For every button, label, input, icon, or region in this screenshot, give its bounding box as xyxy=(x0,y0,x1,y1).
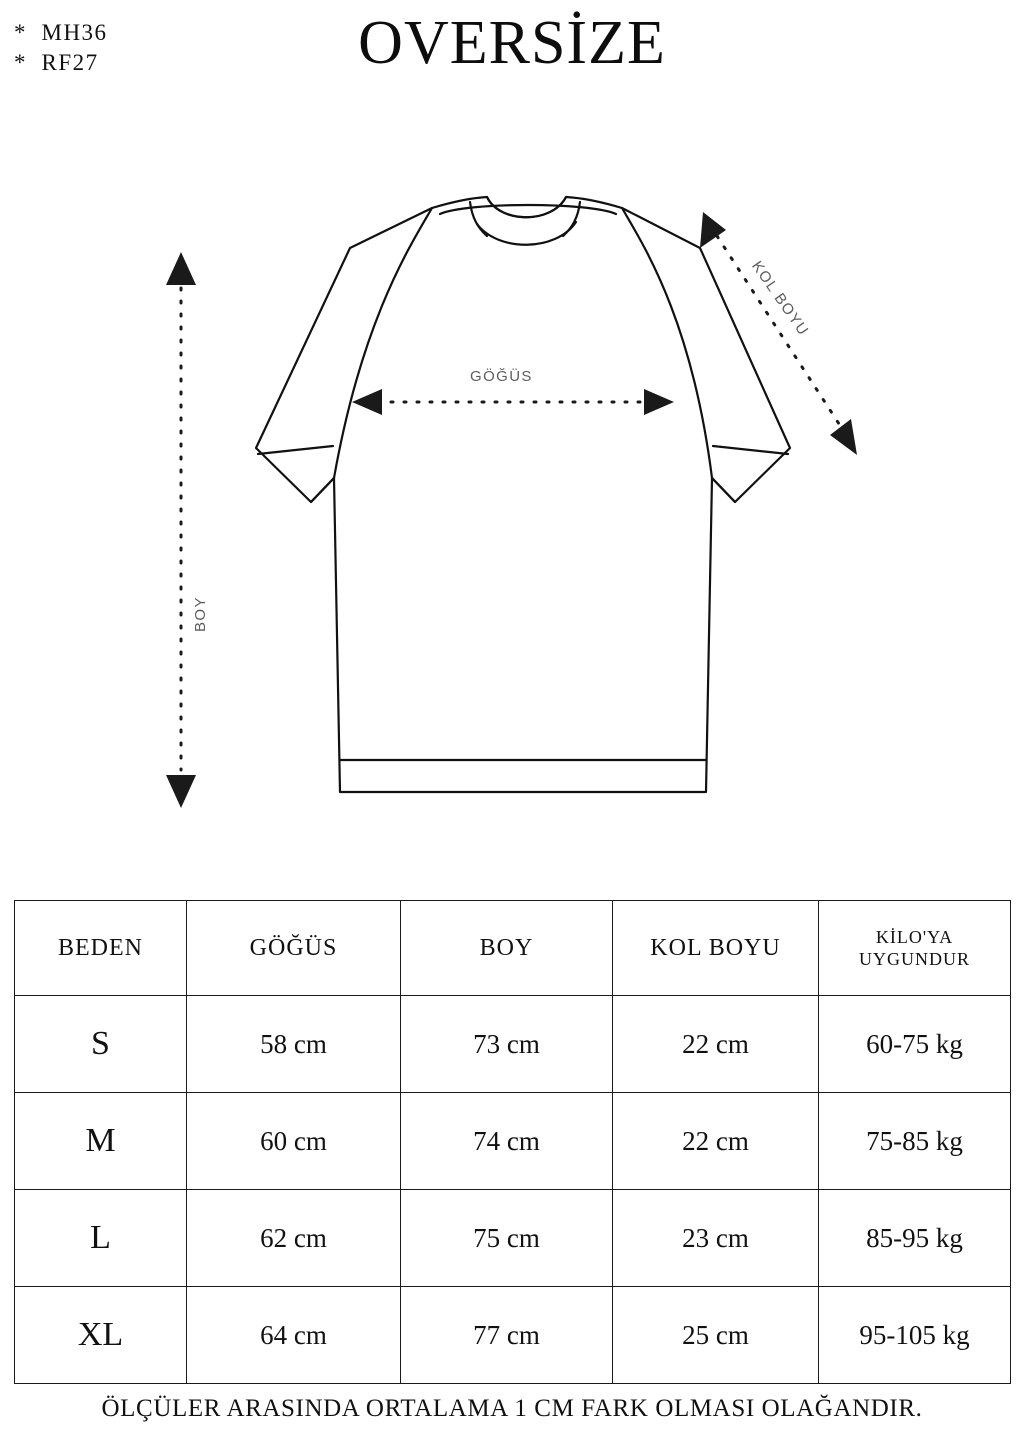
cell-gogus: 64 cm xyxy=(187,1287,401,1384)
table-header xyxy=(15,901,1011,996)
cell-boy: 73 cm xyxy=(401,996,613,1093)
cell-kol-boyu: 22 cm xyxy=(613,996,819,1093)
table-row xyxy=(15,1093,1011,1190)
header-kilo xyxy=(819,901,1011,996)
cell-kilo: 60-75 kg xyxy=(819,996,1011,1093)
header-gogus: GÖĞÜS xyxy=(187,901,401,996)
cell-kol-boyu: 25 cm xyxy=(613,1287,819,1384)
header-kilo-line1: KİLO'YA xyxy=(875,927,954,947)
sleeve-label: KOL BOYU xyxy=(748,258,813,340)
cell-boy: 77 cm xyxy=(401,1287,613,1384)
cell-gogus: 62 cm xyxy=(187,1190,401,1287)
cell-gogus: 60 cm xyxy=(187,1093,401,1190)
cell-beden: S xyxy=(15,996,187,1093)
table-body xyxy=(15,996,1011,1384)
cell-kilo: 95-105 kg xyxy=(819,1287,1011,1384)
table-header-row xyxy=(15,901,1011,996)
header-beden: BEDEN xyxy=(15,901,187,996)
cell-gogus: 58 cm xyxy=(187,996,401,1093)
length-label: BOY xyxy=(192,596,209,632)
cell-kol-boyu: 22 cm xyxy=(613,1093,819,1190)
cell-beden: XL xyxy=(15,1287,187,1384)
header-kilo-line2: UYGUNDUR xyxy=(859,949,970,969)
page-title: OVERSİZE xyxy=(358,9,666,77)
product-code-2: * RF27 xyxy=(14,50,99,75)
cell-beden: L xyxy=(15,1190,187,1287)
cell-kilo: 75-85 kg xyxy=(819,1093,1011,1190)
table-row xyxy=(15,1190,1011,1287)
cell-beden: M xyxy=(15,1093,187,1190)
cell-boy: 75 cm xyxy=(401,1190,613,1287)
size-table-container xyxy=(14,900,1010,1384)
cell-kilo: 85-95 kg xyxy=(819,1190,1011,1287)
cell-kol-boyu: 23 cm xyxy=(613,1190,819,1287)
product-code-1: * MH36 xyxy=(14,20,108,45)
table-row xyxy=(15,996,1011,1093)
header-boy: BOY xyxy=(401,901,613,996)
cell-boy: 74 cm xyxy=(401,1093,613,1190)
footnote: ÖLÇÜLER ARASINDA ORTALAMA 1 CM FARK OLMASI OLAĞANDIR. xyxy=(101,1395,923,1422)
tshirt-diagram xyxy=(0,180,1024,890)
table-row xyxy=(15,1287,1011,1384)
header-kol-boyu: KOL BOYU xyxy=(613,901,819,996)
size-table xyxy=(14,900,1011,1384)
chest-label: GÖĞÜS xyxy=(470,368,533,385)
